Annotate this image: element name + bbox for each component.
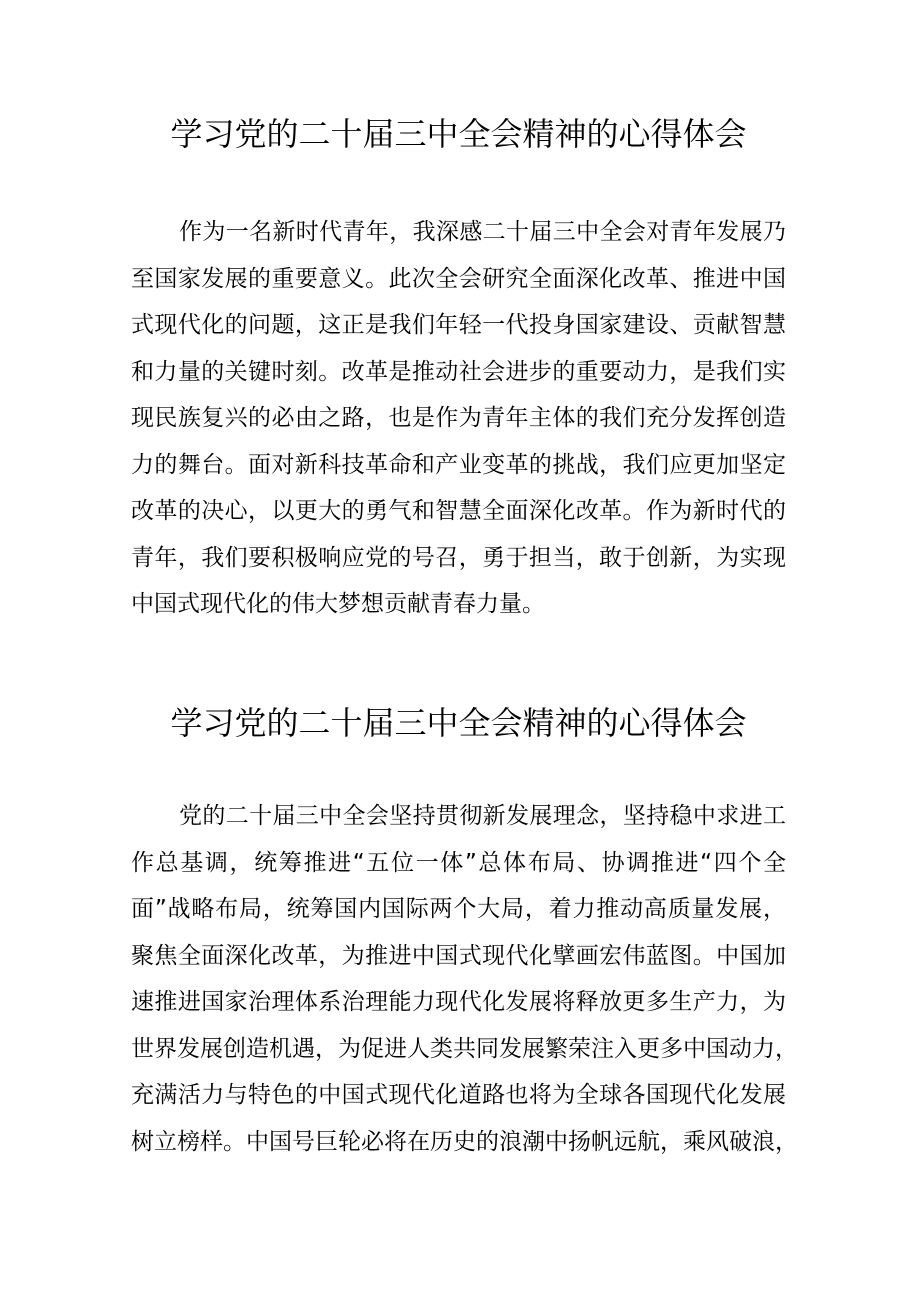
paragraph-line: 世界发展创造机遇，为促进人类共同发展繁荣注入更多中国动力， (131, 1035, 798, 1062)
essay-section-2 (131, 697, 798, 1165)
paragraph-line: 中国式现代化的伟大梦想贡献青春力量。 (131, 591, 545, 617)
essay-paragraph (131, 793, 798, 1165)
paragraph-line: 聚焦全面深化改革，为推进中国式现代化擘画宏伟蓝图。中国加 (131, 942, 786, 969)
paragraph-line: 作为一名新时代青年，我深感二十届三中全会对青年发展乃 (179, 219, 786, 245)
paragraph-line: 充满活力与特色的中国式现代化道路也将为全球各国现代化发展 (131, 1082, 786, 1108)
paragraph-line: 改革的决心，以更大的勇气和智慧全面深化改革。作为新时代的 (131, 498, 786, 524)
paragraph-line: 面”战略布局，统筹国内国际两个大局，着力推动高质量发展， (131, 896, 786, 922)
essay-title: 学习党的二十届三中全会精神的心得体会 (170, 704, 747, 742)
paragraph-line: 和力量的关键时刻。改革是推动社会进步的重要动力，是我们实 (131, 358, 786, 385)
paragraph-line: 作总基调，统筹推进“五位一体”总体布局、协调推进“四个全 (131, 849, 786, 876)
paragraph-line: 至国家发展的重要意义。此次全会研究全面深化改革、推进中国 (131, 265, 786, 292)
paragraph-line: 现民族复兴的必由之路，也是作为青年主体的我们充分发挥创造 (131, 405, 786, 431)
paragraph-line: 青年，我们要积极响应党的号召，勇于担当，敢于创新，为实现 (131, 544, 786, 571)
essay-section-1 (131, 108, 786, 628)
paragraph-line: 式现代化的问题，这正是我们年轻一代投身国家建设、贡献智慧 (131, 312, 786, 338)
essay-title: 学习党的二十届三中全会精神的心得体会 (170, 115, 747, 153)
paragraph-line: 党的二十届三中全会坚持贯彻新发展理念，坚持稳中求进工 (179, 803, 786, 829)
essay-paragraph (131, 209, 786, 628)
paragraph-line: 树立榜样。中国号巨轮必将在历史的浪潮中扬帆远航，乘风破浪， (131, 1128, 798, 1155)
paragraph-line: 力的舞台。面对新科技革命和产业变革的挑战，我们应更加坚定 (131, 451, 786, 478)
paragraph-line: 速推进国家治理体系治理能力现代化发展将释放更多生产力，为 (131, 989, 786, 1015)
